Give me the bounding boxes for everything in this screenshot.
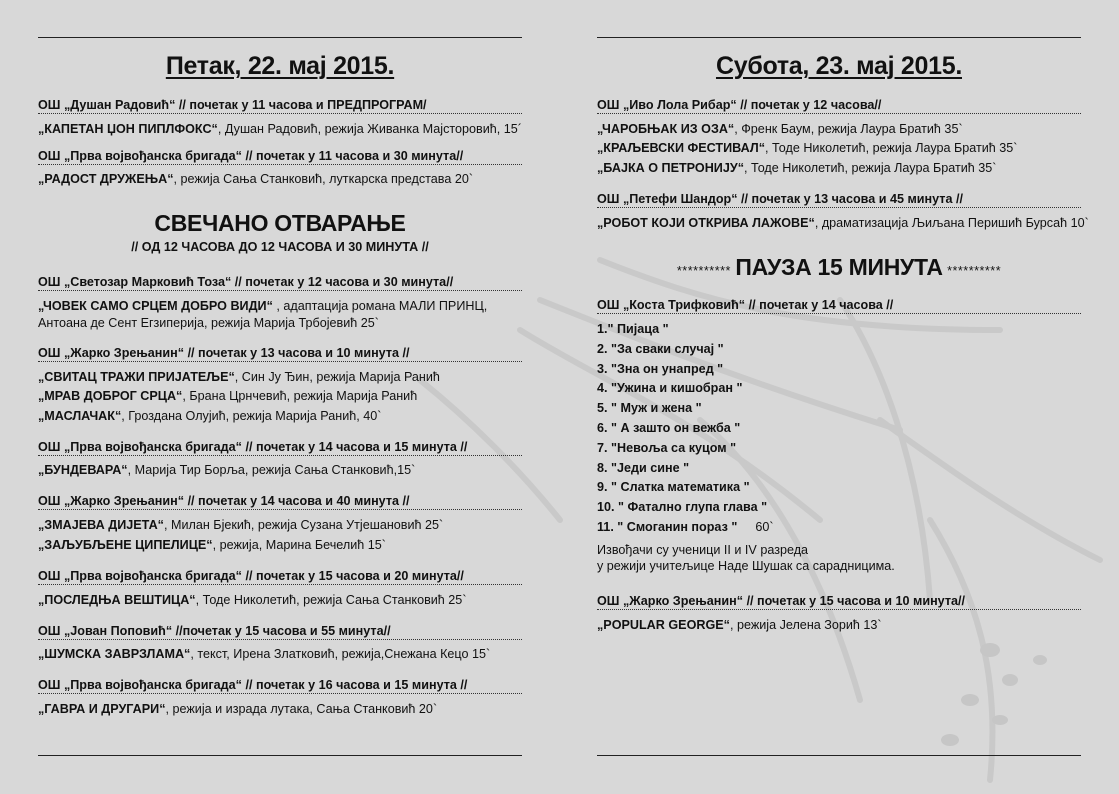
program-duration: 60` xyxy=(755,520,774,534)
opening-subtitle: // ОД 12 ЧАСОВА ДО 12 ЧАСОВА И 30 МИНУТА // xyxy=(131,240,429,254)
performance-line: „ЧОВЕК САМО СРЦЕМ ДОБРО ВИДИ“ , адаптација романа МАЛИ ПРИНЦ, xyxy=(38,299,488,313)
performance-line: „МРАВ ДОБРОГ СРЦА“, Брана Црнчевић, режија Марија Ранић xyxy=(38,389,418,403)
program-item: 8. "Једи сине " xyxy=(597,461,690,475)
program-item: 5. " Муж и жена " xyxy=(597,401,702,415)
performance-line: „ЗМАЈЕВА ДИЈЕТА“, Милан Бјекић, режија Сузана Утјешановић 25` xyxy=(38,518,444,532)
performance-line: „МАСЛАЧАК“, Гроздана Олујић, режија Марија Ранић, 40` xyxy=(38,409,382,423)
note-line: у режији учитељице Наде Шушак са сарадницима. xyxy=(597,559,895,573)
performance-line: „КАПЕТАН ЏОН ПИПЛФОКС“, Душан Радовић, режија Живанка Мајсторовић, 15´ xyxy=(38,122,522,136)
performance-line: „ШУМСКА ЗАВРЗЛАМА“, текст, Ирена Златковић, режија,Снежана Кецо 15` xyxy=(38,647,491,661)
school-header: ОШ „Душан Радовић“ // почетак у 11 часова и ПРЕДПРОГРАМ/ xyxy=(38,98,522,114)
bottom-rule xyxy=(597,755,1081,756)
performance-line: „РАДОСТ ДРУЖЕЊА“, режија Сања Станковић, луткарска представа 20` xyxy=(38,172,474,186)
performance-line: „БАЈКА О ПЕТРОНИЈУ“, Тоде Николетић, режија Лаура Братић 35` xyxy=(597,161,997,175)
school-header: ОШ „Иво Лола Рибар“ // почетак у 12 часова// xyxy=(597,98,1081,114)
performance-line: Антоана де Сент Егзиперија, режија Марија Трбојевић 25` xyxy=(38,316,379,330)
program-item: 3. "Зна он унапред " xyxy=(597,362,724,376)
school-header: ОШ „Прва војвођанска бригада“ // почетак у 11 часова и 30 минута// xyxy=(38,149,522,165)
program-item: 9. " Слатка математика " xyxy=(597,480,750,494)
program-item: 10. " Фатално глупа глава " xyxy=(597,500,768,514)
top-rule xyxy=(38,37,522,38)
pause-text: ПАУЗА 15 МИНУТА xyxy=(735,254,943,280)
school-header: ОШ „Жарко Зрењанин“ // почетак у 15 часова и 10 минута// xyxy=(597,594,1081,610)
top-rule xyxy=(597,37,1081,38)
school-header: ОШ „Коста Трифковић“ // почетак у 14 часова // xyxy=(597,298,1081,314)
school-header: ОШ „Јован Поповић“ //почетак у 15 часова и 55 минута// xyxy=(38,624,522,640)
performance-line: „БУНДЕВАРА“, Марија Тир Борља, режија Сања Станковић,15` xyxy=(38,463,416,477)
school-header: ОШ „Петефи Шандор“ // почетак у 13 часова и 45 минута // xyxy=(597,192,1081,208)
saturday-title: Субота, 23. мај 2015. xyxy=(715,52,962,80)
program-item: 4. "Ужина и кишобран " xyxy=(597,381,743,395)
program-item: 2. "За сваки случај " xyxy=(597,342,724,356)
stars-right: ********** xyxy=(947,264,1002,278)
stars-left: ********** xyxy=(676,264,731,278)
program-item: 1." Пијаца " xyxy=(597,322,669,336)
performance-line: „ЧАРОБЊАК ИЗ ОЗА“, Френк Баум, режија Лаура Братић 35` xyxy=(597,122,963,136)
opening-title: СВЕЧАНО ОТВАРАЊЕ xyxy=(154,210,406,236)
bottom-rule xyxy=(38,755,522,756)
friday-title: Петак, 22. мај 2015. xyxy=(165,52,395,80)
school-header: ОШ „Прва војвођанска бригада“ // почетак у 16 часова и 15 минута // xyxy=(38,678,522,694)
school-header: ОШ „Светозар Марковић Тоза“ // почетак у 12 часова и 30 минута// xyxy=(38,275,522,291)
performance-line: „СВИТАЦ ТРАЖИ ПРИЈАТЕЉЕ“, Син Ју Ђин, режија Марија Ранић xyxy=(38,370,440,384)
note-line: Извођачи су ученици II и IV разреда xyxy=(597,543,809,557)
saturday-column xyxy=(597,0,1089,794)
school-header: ОШ „Прва војвођанска бригада“ // почетак у 15 часова и 20 минута// xyxy=(38,569,522,585)
program-item: 11. " Смоганин пораз " 60` xyxy=(597,520,774,534)
program-item: 6. " А зашто он вежба " xyxy=(597,421,741,435)
performance-line: „ГАВРА И ДРУГАРИ“, режија и израда лутака, Сања Станковић 20` xyxy=(38,702,438,716)
pause-heading xyxy=(597,254,1081,281)
performance-line: „POPULAR GEORGE“, режија Јелена Зорић 13` xyxy=(597,618,882,632)
performance-line: „ЗАЉУБЉЕНЕ ЦИПЕЛИЦЕ“, режија, Марина Бечелић 15` xyxy=(38,538,386,552)
school-header: ОШ „Жарко Зрењанин“ // почетак у 13 часова и 10 минута // xyxy=(38,346,522,362)
school-header: ОШ „Прва војвођанска бригада“ // почетак у 14 часова и 15 минута // xyxy=(38,440,522,456)
program-item: 7. "Невоља са куцом " xyxy=(597,441,737,455)
performance-line: „КРАЉЕВСКИ ФЕСТИВАЛ“, Тоде Николетић, режија Лаура Братић 35` xyxy=(597,141,1018,155)
performance-line: „РОБОТ КОЈИ ОТКРИВА ЛАЖОВЕ“, драматизација Љиљана Перишић Бурсаћ 10` xyxy=(597,216,1089,230)
school-header: ОШ „Жарко Зрењанин“ // почетак у 14 часова и 40 минута // xyxy=(38,494,522,510)
friday-column xyxy=(38,0,522,794)
performance-line: „ПОСЛЕДЊА ВЕШТИЦА“, Тоде Николетић, режија Сања Станковић 25` xyxy=(38,593,467,607)
